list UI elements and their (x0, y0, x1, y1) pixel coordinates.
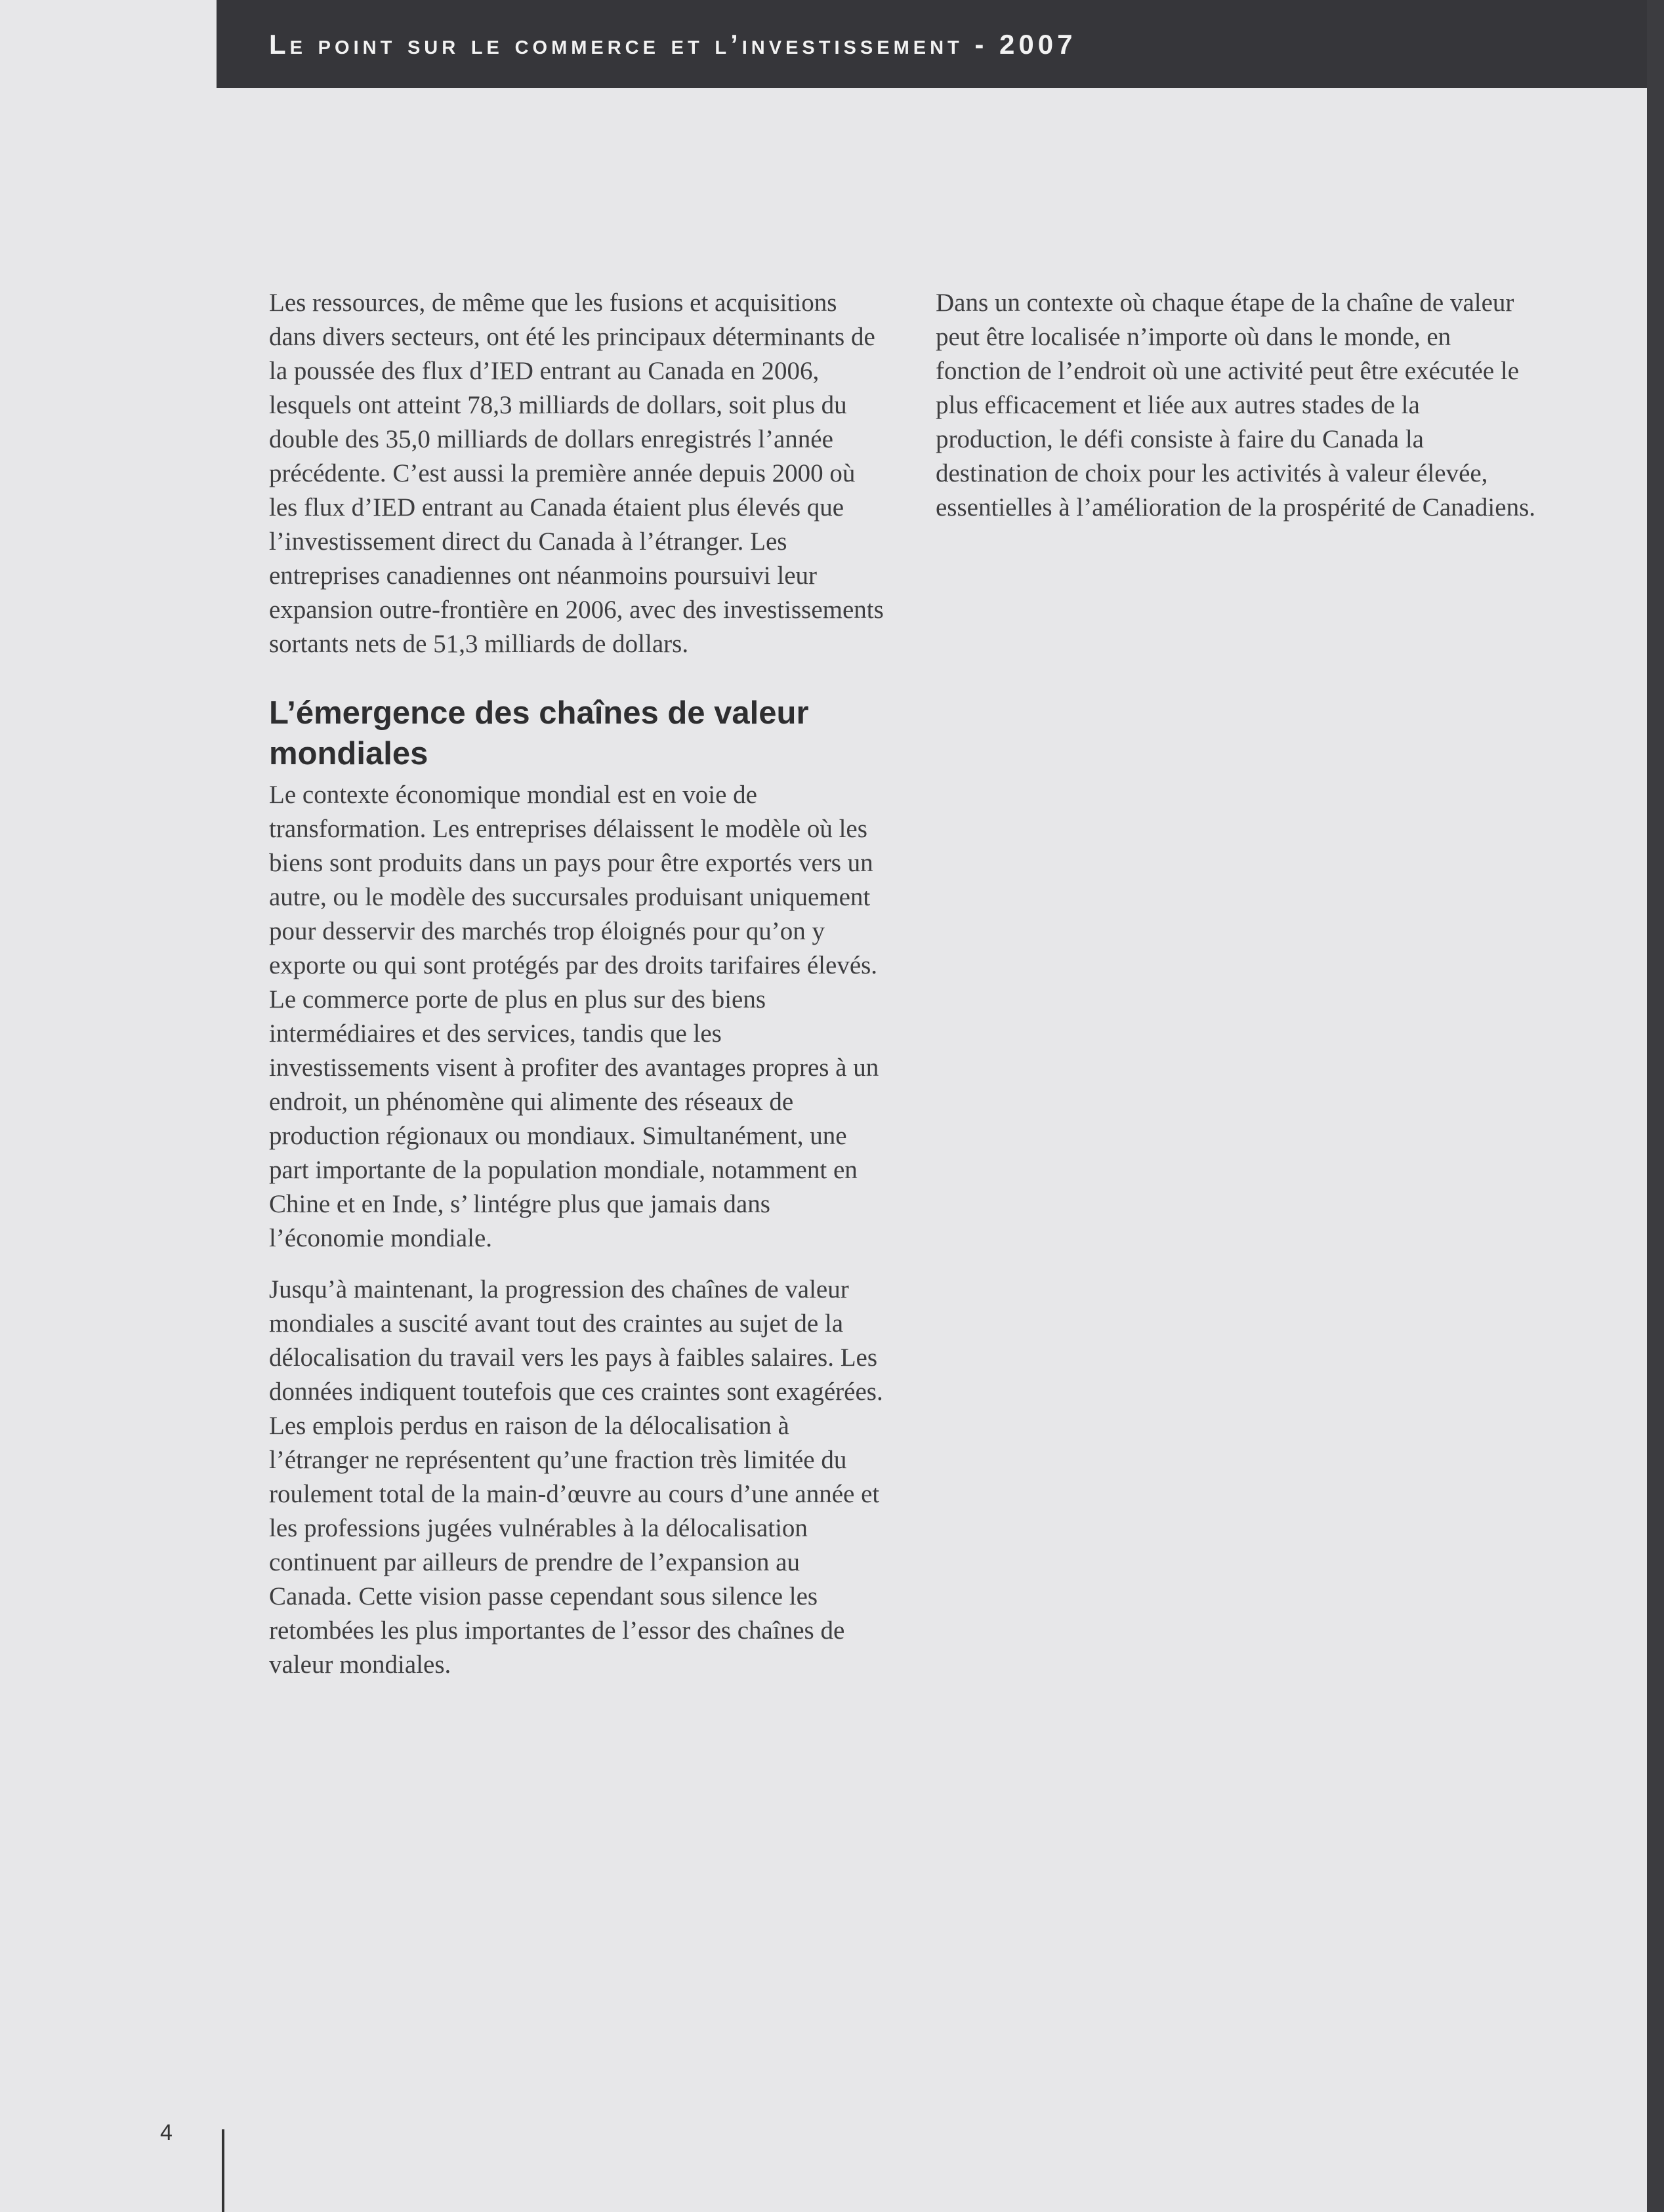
body-paragraph: Jusqu’à maintenant, la progression des chaînes de valeur mondiales a suscité avant tout des craintes au sujet de la délocalisation du travail vers les pays à faibles salaires. Les données indiquent toutefois que ces craintes sont exagérées. Les emplois perdus en raison de la délocalisation à l’étranger ne représentent qu’une fraction très limitée du roulement total de la main-d’œuvre au cours d’une année et les professions jugées vulnérables à la délocalisation continuent par ailleurs de prendre de l’expansion au Canada. Cette vision passe cependant sous silence les retombées les plus importantes de l’essor des chaînes de valeur mondiales. (269, 1275, 883, 1679)
page-number: 4 (160, 2120, 173, 2145)
page-edge (1647, 0, 1664, 2212)
body-paragraph: Le contexte économique mondial est en voie de transformation. Les entreprises délaissent le modèle où les biens sont produits dans un pays pour être exportés vers un autre, ou le modèle des succursales produisant uniquement pour desservir des marchés trop éloignés pour qu’on y exporte ou qui sont protégés par des droits tarifaires élevés. Le commerce porte de plus en plus sur des biens intermédiaires et des services, tandis que les investissements visent à profiter des avantages propres à un endroit, un phénomène qui alimente des réseaux de production régionaux ou mondiaux. Simultanément, une part importante de la population mondiale, notamment en Chine et en Inde, s’ lintégre plus que jamais dans l’économie mondiale. (269, 781, 879, 1252)
left-column (269, 286, 886, 1699)
header-band (217, 0, 1664, 88)
body-paragraph: Les ressources, de même que les fusions et acquisitions dans divers secteurs, ont été les principaux déterminants de la poussée des flux d’IED entrant au Canada en 2006, lesquels ont atteint 78,3 milliards de dollars, soit plus du double des 35,0 milliards de dollars enregistrés l’année précédente. C’est aussi la première année depuis 2000 où les flux d’IED entrant au Canada étaient plus élevés que l’investissement direct du Canada à l’étranger. Les entreprises canadiennes ont néanmoins poursuivi leur expansion outre-frontière en 2006, avec des investissements sortants nets de 51,3 milliards de dollars. (269, 289, 884, 658)
section-heading: L’émergence des chaînes de valeur mondiales (269, 695, 809, 771)
footer-rule (222, 2129, 224, 2212)
running-header-title: Le point sur le commerce et l’investissement - 2007 (269, 29, 1077, 60)
right-column (936, 286, 1539, 542)
body-paragraph: Dans un contexte où chaque étape de la chaîne de valeur peut être localisée n’importe où dans le monde, en fonction de l’endroit où une activité peut être exécutée le plus efficacement et liée aux autres stades de la production, le défi consiste à faire du Canada la destination de choix pour les activités à valeur élevée, essentielles à l’amélioration de la prospérité de Canadiens. (936, 289, 1536, 522)
